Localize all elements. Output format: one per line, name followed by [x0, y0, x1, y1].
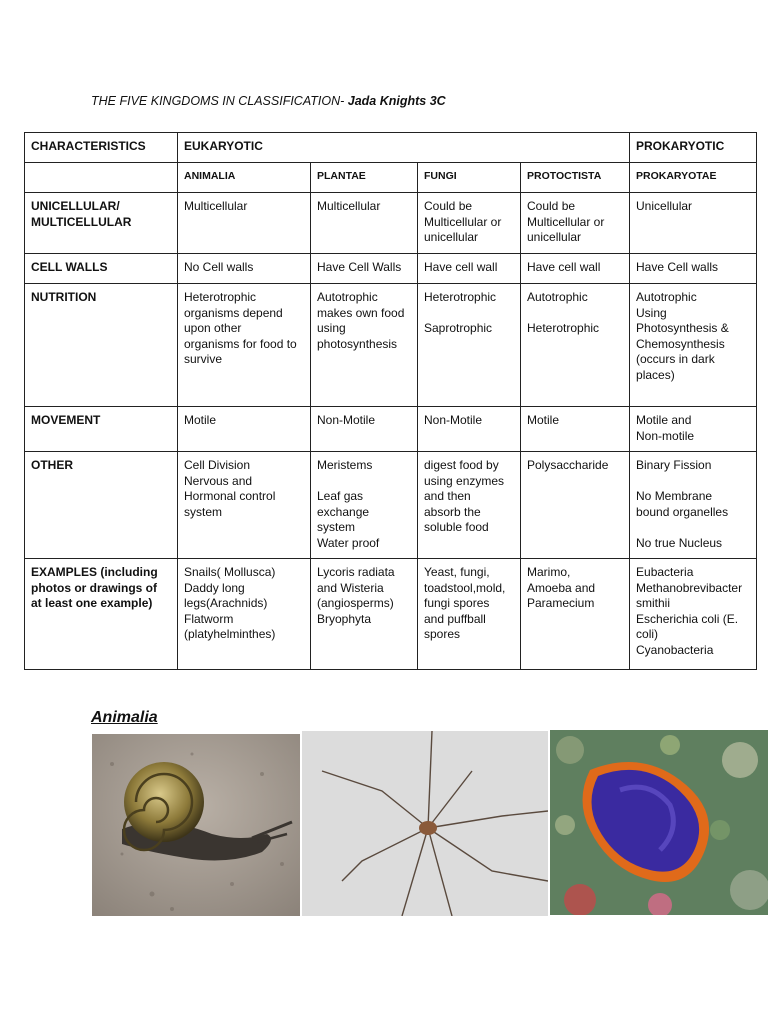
row-label — [25, 254, 178, 284]
table-kingdom-row — [25, 163, 757, 193]
cell-text: Motile — [527, 413, 560, 427]
cell-text: Lycoris radiata and Wisteria (angiosperms) Bryophyta — [317, 565, 395, 626]
table-row — [25, 284, 757, 407]
cell-text: Marimo, Amoeba and Paramecium — [527, 565, 596, 610]
daddy-long-legs-photo — [302, 731, 548, 916]
kingdom-animalia: ANIMALIA — [178, 163, 311, 193]
cell-text: Binary Fission No Membrane bound organelles No true Nucleus — [636, 458, 729, 550]
cell-text: Snails( Mollusca) Daddy long legs(Arachnids) Flatworm (platyhelminthes) — [184, 565, 276, 641]
row-label-text: UNICELLULAR/ MULTICELLULAR — [31, 199, 132, 229]
cell-text: Multicellular — [317, 199, 381, 213]
table-row — [25, 407, 757, 452]
cell-text: No Cell walls — [184, 260, 254, 274]
cell-text: Cell Division Nervous and Hormonal control system — [184, 458, 276, 519]
table-cell — [418, 407, 521, 452]
table-cell — [521, 407, 630, 452]
cell-text: Polysaccharide — [527, 458, 609, 472]
row-label-text: OTHER — [31, 458, 73, 472]
cell-text: Multicellular — [184, 199, 248, 213]
row-label — [25, 284, 178, 407]
table-cell — [521, 193, 630, 254]
cell-text: Could be Multicellular or unicellular — [527, 199, 605, 244]
table-cell — [178, 254, 311, 284]
cell-text: Autotrophic Heterotrophic — [527, 290, 600, 335]
table-header-row — [25, 133, 757, 163]
table-cell — [311, 193, 418, 254]
document-title — [91, 94, 446, 108]
table-cell — [311, 407, 418, 452]
cell-text: Have cell wall — [424, 260, 498, 274]
table-cell — [178, 452, 311, 559]
table-cell — [630, 407, 757, 452]
table-cell — [178, 284, 311, 407]
table-row — [25, 452, 757, 559]
cell-text: Have Cell Walls — [317, 260, 402, 274]
table-cell — [630, 452, 757, 559]
header-prokaryotic: PROKARYOTIC — [630, 133, 757, 163]
table-cell — [521, 452, 630, 559]
table-cell — [418, 284, 521, 407]
table-cell — [521, 254, 630, 284]
header-eukaryotic: EUKARYOTIC — [178, 133, 630, 163]
cell-text: Autotrophic Using Photosynthesis & Chemosynthesis (occurs in dark places) — [636, 290, 729, 382]
cell-text: Have Cell walls — [636, 260, 719, 274]
cell-text: Unicellular — [636, 199, 693, 213]
row-label-text: EXAMPLES (including photos or drawings of at least one example) — [31, 565, 158, 610]
cell-text: Yeast, fungi, toadstool,mold, fungi spores and puffball spores — [424, 565, 506, 641]
title-author: Jada Knights 3C — [347, 94, 446, 108]
row-label-text: CELL WALLS — [31, 260, 108, 274]
table-cell — [418, 559, 521, 670]
table-cell — [418, 193, 521, 254]
cell-text: Heterotrophic organisms depend upon other organisms for food to survive — [184, 290, 297, 366]
row-label-text: MOVEMENT — [31, 413, 101, 427]
table-cell — [311, 254, 418, 284]
table-cell — [418, 254, 521, 284]
kingdom-prokaryotae: PROKARYOTAE — [630, 163, 757, 193]
cell-text: Autotrophic makes own food using photosynthesis — [317, 290, 405, 351]
table-cell — [630, 254, 757, 284]
table-cell — [630, 193, 757, 254]
kingdom-plantae: PLANTAE — [311, 163, 418, 193]
cell-text: Heterotrophic Saprotrophic — [424, 290, 497, 335]
table-row — [25, 193, 757, 254]
cell-text: digest food by using enzymes and then absorb the soluble food — [424, 458, 505, 534]
row-label — [25, 452, 178, 559]
cell-text: Have cell wall — [527, 260, 601, 274]
table-cell — [178, 407, 311, 452]
row-label — [25, 193, 178, 254]
cell-text: Eubacteria Methanobrevibacter smithii Escherichia coli (E. coli) Cyanobacteria — [636, 565, 743, 657]
table-cell — [418, 452, 521, 559]
header-characteristics: CHARACTERISTICS — [25, 133, 178, 163]
table-row — [25, 254, 757, 284]
kingdom-fungi: FUNGI — [418, 163, 521, 193]
table-cell — [178, 193, 311, 254]
cell-text: Could be Multicellular or unicellular — [424, 199, 502, 244]
cell-text: Non-Motile — [317, 413, 376, 427]
table-cell — [311, 452, 418, 559]
table-cell — [311, 284, 418, 407]
table-cell — [630, 284, 757, 407]
cell-text: Motile and Non-motile — [636, 413, 695, 443]
snail-photo — [92, 734, 300, 919]
title-prefix: THE FIVE KINGDOMS IN CLASSIFICATION- — [91, 94, 348, 108]
cell-text: Motile — [184, 413, 217, 427]
cell-text: Non-Motile — [424, 413, 483, 427]
table-cell — [630, 559, 757, 670]
cell-text: Meristems Leaf gas exchange system Water proof — [317, 458, 380, 550]
table-cell — [311, 559, 418, 670]
table-row — [25, 559, 757, 670]
table-cell — [521, 559, 630, 670]
row-label — [25, 407, 178, 452]
table-cell — [521, 284, 630, 407]
row-label — [25, 559, 178, 670]
kingdoms-table — [24, 132, 757, 670]
row-label-text: NUTRITION — [31, 290, 97, 304]
kingdom-blank-cell — [25, 163, 178, 193]
kingdom-protoctista: PROTOCTISTA — [521, 163, 630, 193]
section-title-animalia: Animalia — [91, 709, 158, 726]
flatworm-photo — [550, 730, 768, 915]
table-cell — [178, 559, 311, 670]
